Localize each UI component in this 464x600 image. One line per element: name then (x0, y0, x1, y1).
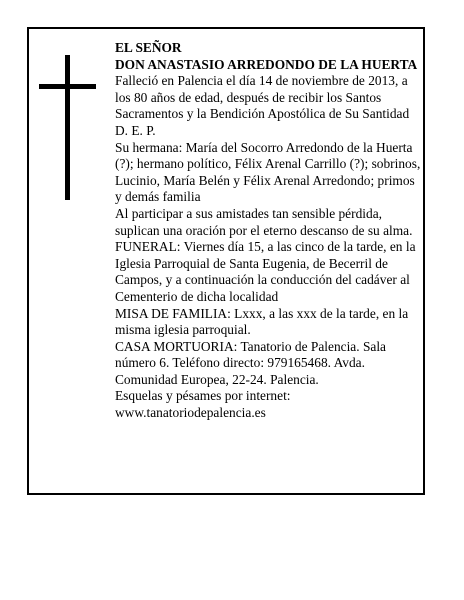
obituary-notice (27, 27, 425, 495)
cross-vertical-bar (65, 55, 70, 200)
death-paragraph: Falleció en Palencia el día 14 de noviembre de 2013, a los 80 años de edad, después de recibir los Santos Sacramentos y la Bendición Apostólica de Su Santidad (115, 73, 410, 122)
obituary-text (115, 40, 421, 422)
prayer-paragraph: Al participar a sus amistades tan sensible pérdida, suplican una oración por el eterno descanso de su alma. (115, 205, 413, 238)
funeral-paragraph: FUNERAL: Viernes día 15, a las cinco de la tarde, en la Iglesia Parroquial de Santa Eugenia, de Becerril de Campos, y a continuación la conducción del cadáver al Cementerio de dicha localidad (115, 239, 416, 304)
mortuary-paragraph: CASA MORTUORIA: Tanatorio de Palencia. Sala número 6. Teléfono directo: 979165468. Avda. Comunidad Europea, 22-24. Palencia. (115, 338, 386, 387)
title-line-1: EL SEÑOR (115, 40, 182, 55)
family-paragraph: Su hermana: María del Socorro Arredondo de la Huerta (?); hermano político, Félix Arenal Carrillo (?); sobrinos, Lucinio, María Belén y Félix Arenal Arredondo; primos y demás familia (115, 139, 421, 205)
deceased-name: DON ANASTASIO ARREDONDO DE LA HUERTA (115, 56, 418, 72)
rip-text: D. E. P. (115, 122, 156, 138)
cross-icon (39, 55, 96, 200)
internet-paragraph: Esquelas y pésames por internet: (115, 388, 291, 404)
mass-paragraph: MISA DE FAMILIA: Lxxx, a las xxx de la tarde, en la misma iglesia parroquial. (115, 305, 409, 338)
cross-horizontal-bar (39, 84, 96, 89)
website-link[interactable]: www.tanatoriodepalencia.es (115, 405, 266, 421)
